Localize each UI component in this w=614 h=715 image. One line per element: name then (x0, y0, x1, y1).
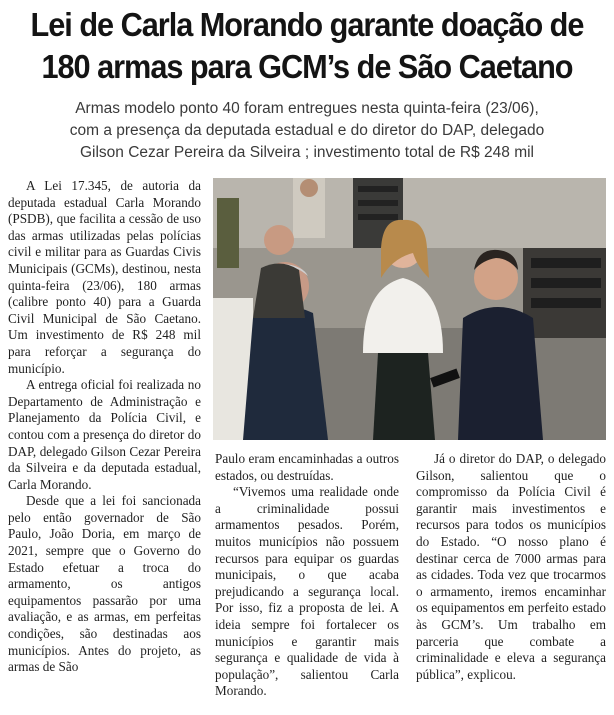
paragraph-continuation: Paulo eram encaminhadas a outros estados, ou destruídas. (215, 451, 399, 483)
subheadline (20, 98, 594, 164)
article-column-1 (8, 178, 201, 676)
subhead-line-3: Gilson Cezar Pereira da Silveira ; investimento total de R$ 248 mil (79, 144, 534, 161)
headline-line-2: 180 armas para GCM’s de São Caetano (41, 48, 573, 85)
article-column-2 (215, 451, 399, 700)
subhead-line-2: com a presença da deputada estadual e do diretor do DAP, delegado (69, 122, 545, 139)
paragraph-quote-gilson: Já o diretor do DAP, o delegado Gilson, salientou que o compromisso da Polícia Civil é garantir mais investimentos e recursos para todos os municípios do Estado. “O nosso plano é destinar cerca de 7000 armas para as cidades. Toda vez que trocarmos o armamento, iremos encaminhar os equipamentos em perfeito estado às GCM’s. Um trabalho em parceria que combate a criminalidade e eleva a segurança pública”, explicou. (416, 451, 606, 682)
headline-line-1: Lei de Carla Morando garante doação de (30, 6, 584, 43)
paragraph-quote-morando: “Vivemos uma realidade onde a criminalidade possui armamentos pesados. Porém, muitos municípios não possuem recursos para equipar os guardas municipais, o que acaba prejudicando a segurança local. Por isso, fiz a proposta de lei. A ideia sempre foi fortalecer os municípios e garantir mais segurança e qualidade de vida à população”, salientou Carla Morando. (215, 484, 399, 699)
subhead-line-1: Armas modelo ponto 40 foram entregues nesta quinta-feira (23/06), (75, 100, 539, 117)
paragraph-official-delivery: A entrega oficial foi realizada no Departamento de Administração e Planejamento da Polícia Civil, e contou com a presença do diretor do DAP, delegado Gilson Cezar Pereira da Silveira e da deputada estadual, Carla Morando. (8, 377, 201, 492)
paragraph-law-intro: A Lei 17.345, de autoria da deputada estadual Carla Morando (PSDB), que facilita a cessão de uso das armas utilizadas pelas polícias civil e militar para as Guardas Civis Municipais (GCMs), destinou, nesta quinta-feira (23/06), 180 armas (calibre ponto 40) para a Guarda Civil Municipal de São Caetano. Um investimento de R$ 248 mil para reforçar a segurança do município. (8, 178, 201, 376)
article-photo (213, 178, 606, 440)
article-column-3 (416, 451, 606, 683)
headline (29, 4, 585, 88)
paragraph-law-history: Desde que a lei foi sancionada pelo então governador de São Paulo, João Doria, em março de 2021, sempre que o Governo do Estado efetuar a troca do armamento, os antigos equipamentos passarão por uma avaliação, e as armas, em perfeitas condições, são destinadas aos municípios. Antes do projeto, as armas de São (8, 493, 201, 675)
